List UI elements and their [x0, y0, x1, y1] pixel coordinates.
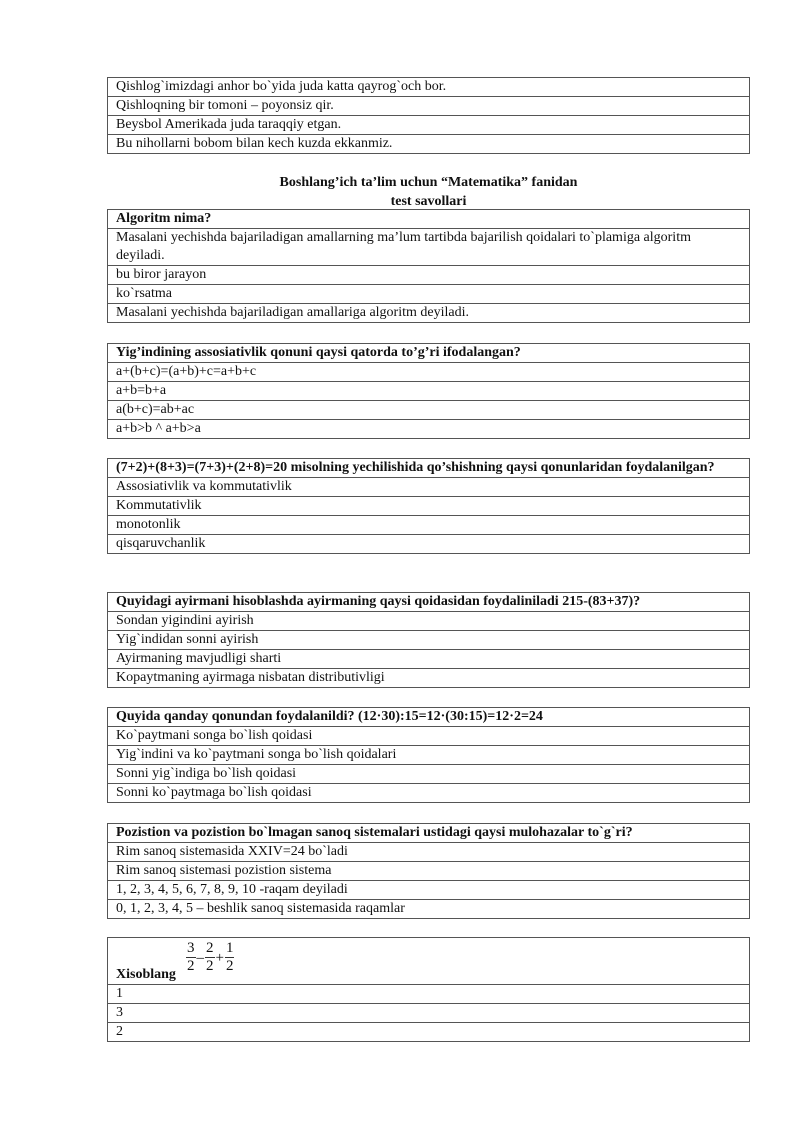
fraction-expression	[186, 940, 234, 975]
answer-option: 3	[108, 1003, 749, 1022]
answer-option: bu biror jarayon	[108, 265, 749, 284]
calculate-label: Xisoblang	[116, 967, 176, 982]
question-text: Quyida qanday qonundan foydalanildi? (12·30):15=12·(30:15)=12·2=24	[116, 709, 543, 724]
question-text: Algoritm nima?	[116, 211, 212, 226]
answer-option: Ayirmaning mavjudligi sharti	[108, 649, 749, 668]
question-text: Pozistion va pozistion bo`lmagan sanoq sistemalari ustidagi qaysi mulohazalar to`g`ri?	[116, 825, 633, 840]
answer-option: Ko`paytmani songa bo`lish qoidasi	[108, 726, 749, 745]
table-row: Beysbol Amerikada juda taraqqiy etgan.	[108, 115, 749, 134]
table-row: Qishloqning bir tomoni – poyonsiz qir.	[108, 96, 749, 115]
question-table-2	[107, 343, 750, 439]
answer-option: Sondan yigindini ayirish	[108, 611, 749, 630]
question-text	[108, 938, 749, 984]
fraction	[205, 940, 215, 975]
answer-option: monotonlik	[108, 515, 749, 534]
answer-option: 1	[108, 984, 749, 1003]
answer-option: Sonni yig`indiga bo`lish qoidasi	[108, 764, 749, 783]
heading-line-1: Boshlang’ich ta’lim uchun “Matematika” fanidan	[279, 175, 578, 190]
answer-option: Yig`indini va ko`paytmani songa bo`lish qoidalari	[108, 745, 749, 764]
answer-option: Masalani yechishda bajariladigan amallariga algoritm deyiladi.	[108, 303, 749, 322]
answer-option: Sonni ko`paytmaga bo`lish qoidasi	[108, 783, 749, 802]
table-row: Bu nihollarni bobom bilan kech kuzda ekkanmiz.	[108, 134, 749, 153]
question-table-4	[107, 592, 750, 688]
question-text: (7+2)+(8+3)=(7+3)+(2+8)=20 misolning yechilishida qo’shishning qaysi qonunlaridan foydalanilgan?	[116, 460, 715, 475]
answer-option: Kopaytmaning ayirmaga nisbatan distributivligi	[108, 668, 749, 687]
numerator: 1	[225, 940, 234, 956]
plus-operator: +	[215, 949, 224, 966]
denominator: 2	[187, 958, 195, 974]
question-text: Yig’indining assosiativlik qonuni qaysi qatorda to’g’ri ifodalangan?	[116, 345, 521, 360]
fraction	[225, 940, 235, 975]
answer-option: 1, 2, 3, 4, 5, 6, 7, 8, 9, 10 -raqam deyiladi	[108, 880, 749, 899]
answer-option: Yig`indidan sonni ayirish	[108, 630, 749, 649]
heading-line-2: test savollari	[390, 194, 467, 209]
answer-option: Rim sanoq sistemasida XXIV=24 bo`ladi	[108, 842, 749, 861]
question-text: Quyidagi ayirmani hisoblashda ayirmaning qaysi qoidasidan foydaliniladi 215-(83+37)?	[116, 594, 641, 609]
answer-option: 2	[108, 1022, 749, 1041]
denominator: 2	[225, 958, 234, 974]
question-table-7	[107, 937, 750, 1042]
answer-option: a+(b+c)=(a+b)+c=a+b+c	[108, 362, 749, 381]
answer-option: 0, 1, 2, 3, 4, 5 – beshlik sanoq sistemasida raqamlar	[108, 899, 749, 918]
numerator: 2	[206, 940, 214, 956]
section-heading	[107, 173, 750, 211]
answer-option: ko`rsatma	[108, 284, 749, 303]
intro-table	[107, 77, 750, 154]
answer-option: a(b+c)=ab+ac	[108, 400, 749, 419]
minus-operator: –	[196, 949, 204, 966]
question-table-5	[107, 707, 750, 803]
answer-option: qisqaruvchanlik	[108, 534, 749, 553]
denominator: 2	[206, 958, 214, 974]
table-row: Qishlog`imizdagi anhor bo`yida juda katta qayrog`och bor.	[116, 79, 447, 94]
answer-option: Masalani yechishda bajariladigan amallarning ma’lum tartibda bajarilish qoidalari to`plamiga algoritm deyiladi.	[108, 228, 749, 265]
answer-option: a+b=b+a	[108, 381, 749, 400]
numerator: 3	[187, 940, 195, 956]
question-table-3	[107, 458, 750, 554]
answer-option: Assosiativlik va kommutativlik	[108, 477, 749, 496]
answer-option: Kommutativlik	[108, 496, 749, 515]
fraction	[186, 940, 196, 975]
question-table-1	[107, 209, 750, 323]
question-table-6	[107, 823, 750, 919]
answer-option: Rim sanoq sistemasi pozistion sistema	[108, 861, 749, 880]
answer-option: a+b>b ^ a+b>a	[108, 419, 749, 438]
